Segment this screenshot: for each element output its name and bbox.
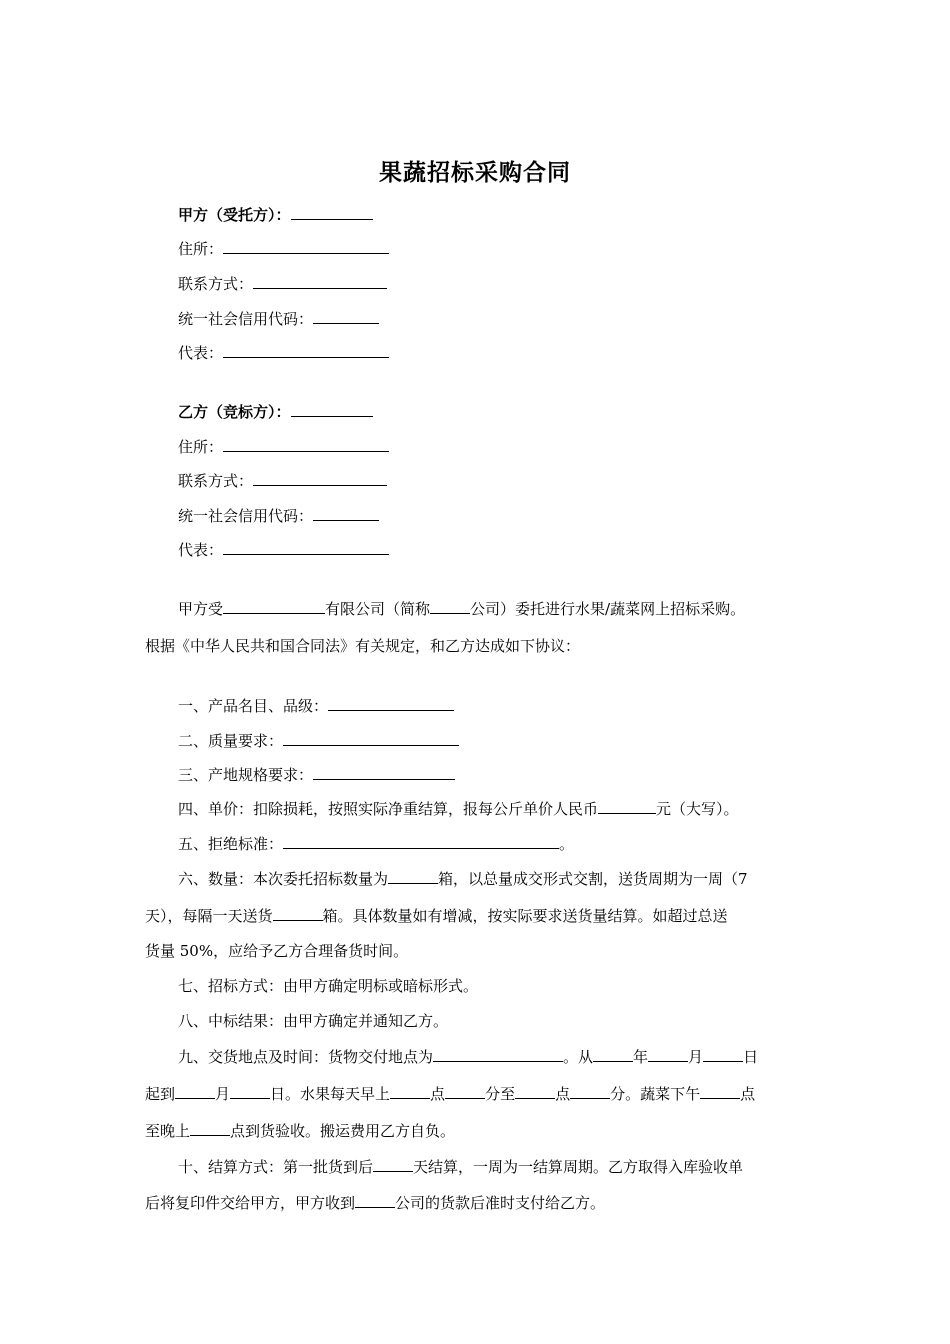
intro-text: 有限公司（简称 xyxy=(325,600,431,618)
entrusting-company-blank xyxy=(223,598,325,614)
clause-text: 年 xyxy=(633,1048,649,1066)
clause-9-line-2 xyxy=(145,1083,805,1104)
party-b-rep-line xyxy=(178,539,389,560)
start-day-blank xyxy=(703,1046,743,1062)
party-a-address-blank xyxy=(223,238,389,254)
clause-10-line-2 xyxy=(145,1192,805,1213)
party-a-address-label: 住所： xyxy=(178,240,224,258)
delivery-boxes-blank xyxy=(273,905,323,921)
intro-text: 甲方受 xyxy=(178,600,224,618)
fruit-end-minute-blank xyxy=(570,1083,610,1099)
clause-text: 至晚上 xyxy=(145,1122,191,1140)
company-short-name-blank xyxy=(430,598,470,614)
clause-text: 三、产地规格要求： xyxy=(178,766,314,784)
party-a-address-line xyxy=(178,238,389,259)
unit-price-blank xyxy=(598,798,656,814)
fruit-end-hour-blank xyxy=(515,1083,555,1099)
clause-text: 元（大写）。 xyxy=(656,800,739,818)
clause-7 xyxy=(178,976,478,996)
party-a-contact-label: 联系方式： xyxy=(178,275,254,293)
clause-6-line-1 xyxy=(178,868,748,889)
clause-text: 五、拒绝标准： xyxy=(178,835,284,853)
start-month-blank xyxy=(648,1046,688,1062)
party-b-contact-label: 联系方式： xyxy=(178,472,254,490)
party-a-rep-label: 代表： xyxy=(178,344,224,362)
party-b-contact-line xyxy=(178,470,387,491)
party-a-name-line xyxy=(178,204,373,225)
product-grade-blank xyxy=(328,695,454,711)
clause-text: 箱，以总量成交形式交割，送货周期为一周（7 xyxy=(438,870,748,888)
party-b-rep-label: 代表： xyxy=(178,541,224,559)
clause-2 xyxy=(178,730,459,751)
clause-text: 七、招标方式：由甲方确定明标或暗标形式。 xyxy=(178,977,479,995)
clause-text: 一、产品名目、品级： xyxy=(178,697,329,715)
intro-text: 根据《中华人民共和国合同法》有关规定，和乙方达成如下协议： xyxy=(145,637,581,655)
party-a-credit-code-line xyxy=(178,308,379,329)
party-b-credit-code-line xyxy=(178,505,379,526)
clause-text: 四、单价：扣除损耗，按照实际净重结算，报每公斤单价人民币 xyxy=(178,800,599,818)
party-b-address-line xyxy=(178,436,389,457)
delivery-place-blank xyxy=(433,1046,563,1062)
end-month-blank xyxy=(175,1083,215,1099)
clause-text: 。从 xyxy=(563,1048,594,1066)
payer-company-blank xyxy=(355,1192,395,1208)
clause-text: 日。水果每天早上 xyxy=(270,1085,391,1103)
settlement-days-blank xyxy=(373,1156,413,1172)
party-a-contact-line xyxy=(178,273,387,294)
clause-3 xyxy=(178,764,455,785)
clause-6-line-2 xyxy=(145,905,805,926)
party-a-rep-line xyxy=(178,342,389,363)
quantity-boxes-blank xyxy=(388,868,438,884)
party-b-credit-code-label: 统一社会信用代码： xyxy=(178,507,314,525)
party-a-rep-blank xyxy=(223,342,389,358)
intro-text: 公司）委托进行水果/蔬菜网上招标采购。 xyxy=(470,600,746,618)
party-b-name-blank xyxy=(291,401,373,417)
party-a-credit-code-label: 统一社会信用代码： xyxy=(178,310,314,328)
clause-text: 六、数量：本次委托招标数量为 xyxy=(178,870,389,888)
clause-1 xyxy=(178,695,454,716)
clause-text: 。 xyxy=(559,835,575,853)
clause-text: 二、质量要求： xyxy=(178,732,284,750)
fruit-start-hour-blank xyxy=(390,1083,430,1099)
clause-text: 点到货验收。搬运费用乙方自负。 xyxy=(230,1122,456,1140)
clause-text: 日 xyxy=(743,1048,759,1066)
party-b-address-label: 住所： xyxy=(178,438,224,456)
clause-text: 点 xyxy=(430,1085,446,1103)
clause-text: 十、结算方式：第一批货到后 xyxy=(178,1158,374,1176)
party-a-name-blank xyxy=(291,204,373,220)
veg-start-hour-blank xyxy=(700,1083,740,1099)
party-b-rep-blank xyxy=(223,539,389,555)
clause-text: 分。蔬菜下午 xyxy=(610,1085,701,1103)
party-a-contact-blank xyxy=(253,273,387,289)
clause-9-line-3 xyxy=(145,1120,805,1141)
clause-4 xyxy=(178,798,739,819)
clause-9-line-1 xyxy=(178,1046,758,1067)
rejection-standard-blank xyxy=(283,833,559,849)
party-b-name-line xyxy=(178,401,373,422)
clause-text: 分至 xyxy=(485,1085,516,1103)
origin-spec-blank xyxy=(313,764,455,780)
clause-5 xyxy=(178,833,574,854)
party-b-label: 乙方（竞标方）： xyxy=(178,403,291,421)
fruit-start-minute-blank xyxy=(445,1083,485,1099)
quality-blank xyxy=(283,730,459,746)
party-b-credit-code-blank xyxy=(313,505,379,521)
intro-line-1 xyxy=(178,598,745,619)
document-title: 果蔬招标采购合同 xyxy=(379,160,571,186)
clause-text: 点 xyxy=(740,1085,756,1103)
party-b-contact-blank xyxy=(253,470,387,486)
clause-text: 货量 50%，应给予乙方合理备货时间。 xyxy=(145,942,409,960)
clause-10-line-1 xyxy=(178,1156,743,1177)
clause-text: 月 xyxy=(215,1085,231,1103)
party-a-credit-code-blank xyxy=(313,308,379,324)
party-b-address-blank xyxy=(223,436,389,452)
intro-line-2 xyxy=(145,636,805,656)
clause-6-line-3 xyxy=(145,941,805,961)
clause-text: 月 xyxy=(688,1048,704,1066)
clause-text: 天结算，一周为一结算周期。乙方取得入库验收单 xyxy=(413,1158,744,1176)
clause-8 xyxy=(178,1011,448,1031)
clause-text: 八、中标结果：由甲方确定并通知乙方。 xyxy=(178,1012,449,1030)
clause-text: 天），每隔一天送货 xyxy=(145,907,273,925)
clause-text: 九、交货地点及时间：货物交付地点为 xyxy=(178,1048,434,1066)
party-a-label: 甲方（受托方）： xyxy=(178,206,291,224)
clause-text: 点 xyxy=(555,1085,571,1103)
clause-text: 公司的货款后准时支付给乙方。 xyxy=(395,1194,606,1212)
clause-text: 后将复印件交给甲方，甲方收到 xyxy=(145,1194,356,1212)
clause-text: 起到 xyxy=(145,1085,176,1103)
veg-end-hour-blank xyxy=(190,1120,230,1136)
clause-text: 箱。具体数量如有增减，按实际要求送货量结算。如超过总送 xyxy=(322,907,728,925)
start-year-blank xyxy=(593,1046,633,1062)
end-day-blank xyxy=(230,1083,270,1099)
